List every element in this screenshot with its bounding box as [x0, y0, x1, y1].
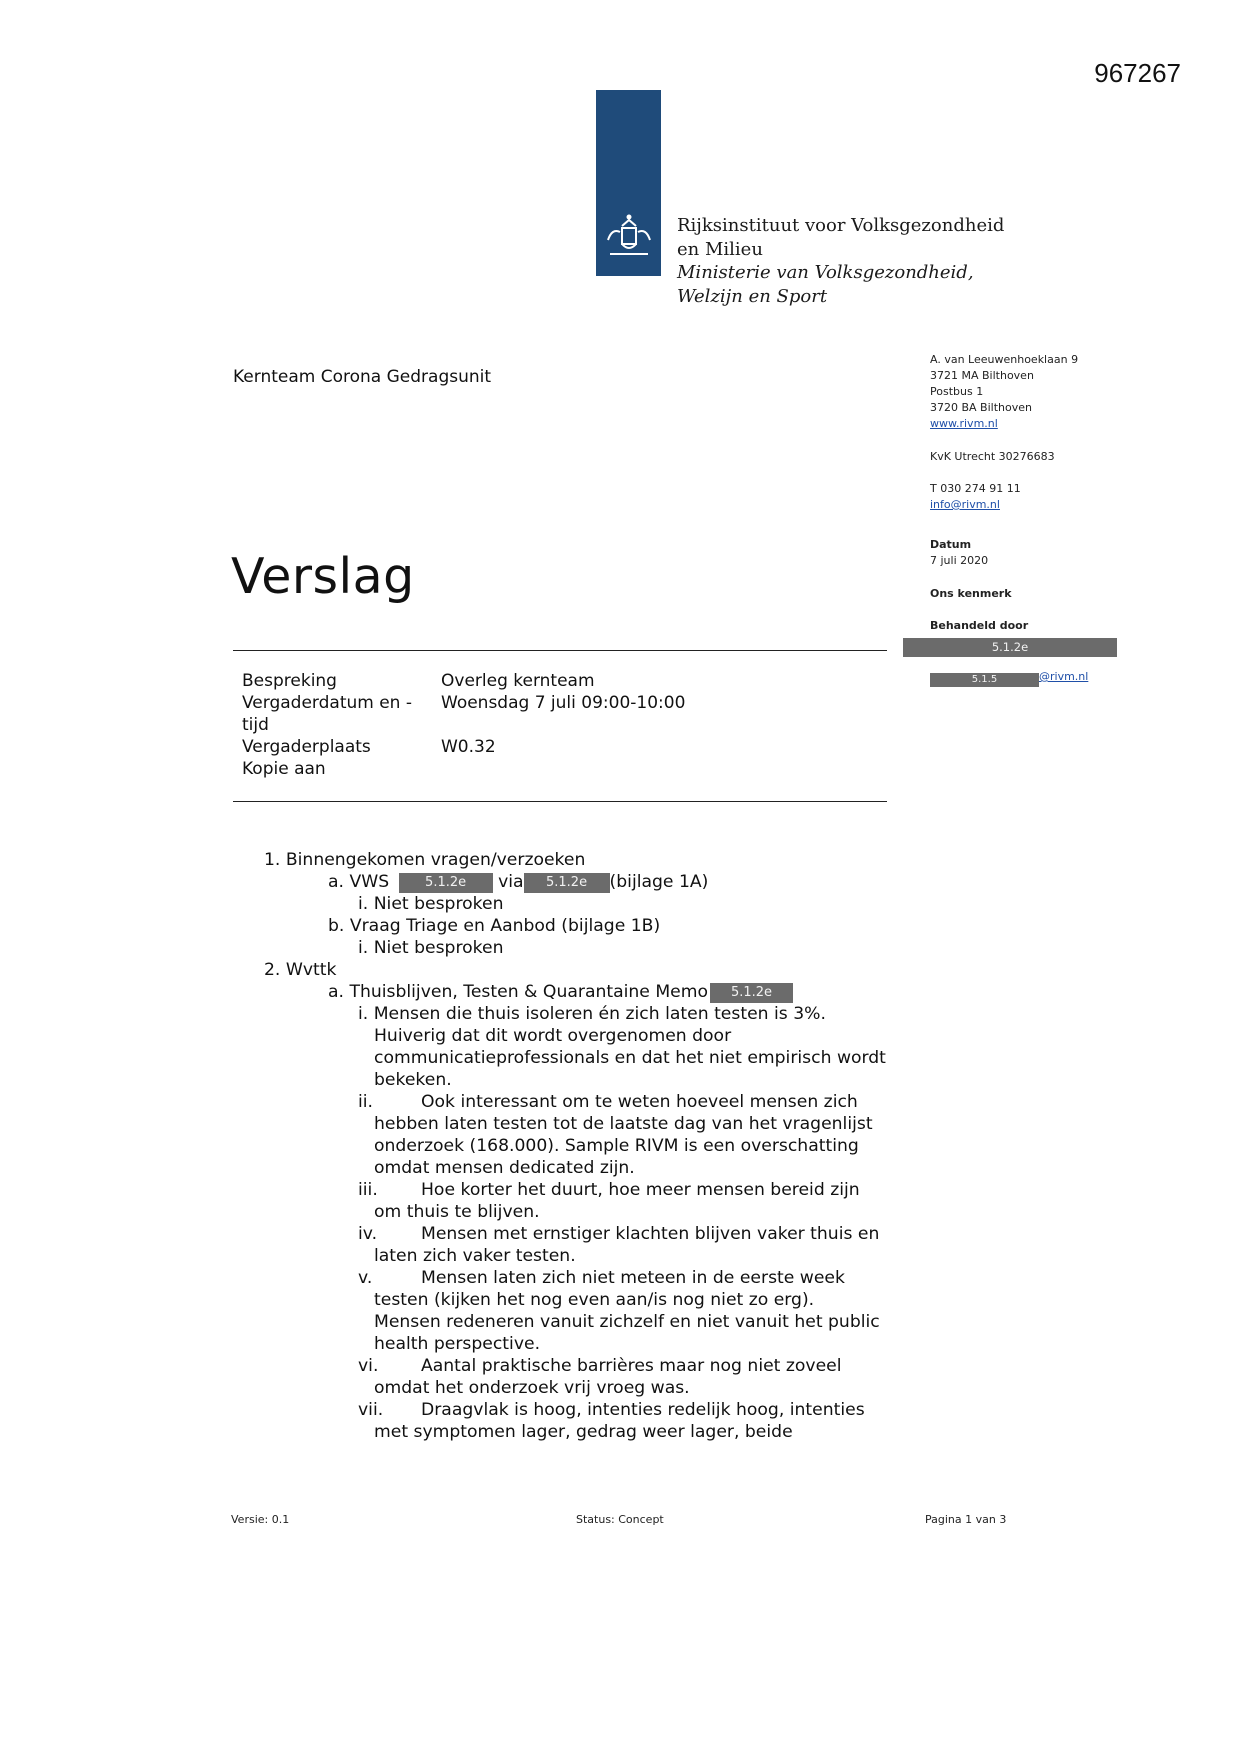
- memo-point-continuation: Huiverig dat dit wordt overgenomen door: [374, 1026, 732, 1046]
- top-divider: [233, 650, 887, 651]
- address-line-1: A. van Leeuwenhoeklaan 9: [930, 353, 1079, 366]
- memo-point-text: Hoe korter het duurt, hoe meer mensen bereid zijn: [421, 1180, 860, 1200]
- agenda-item-1a-i: i. Niet besproken: [358, 894, 504, 914]
- meeting-location-label: Vergaderplaats: [242, 737, 371, 757]
- meeting-date-value: Woensdag 7 juli 09:00-10:00: [441, 693, 686, 713]
- memo-point-continuation: bekeken.: [374, 1070, 452, 1090]
- footer-version: Versie: 0.1: [231, 1513, 290, 1526]
- memo-point-continuation: health perspective.: [374, 1334, 541, 1354]
- copy-to-label: Kopie aan: [242, 759, 326, 779]
- memo-point-text: Ook interessant om te weten hoeveel mensen zich: [421, 1092, 858, 1112]
- agenda-item-2: 2. Wvttk: [264, 960, 337, 980]
- crest-icon: [602, 210, 656, 260]
- email-domain[interactable]: @rivm.nl: [1039, 670, 1089, 683]
- meeting-date-label: Vergaderdatum en - tijd: [242, 693, 412, 735]
- page-title: Verslag: [231, 548, 415, 605]
- meeting-label: Bespreking: [242, 671, 337, 691]
- memo-point-number: ii.: [358, 1092, 374, 1112]
- handled-by-label: Behandeld door: [930, 619, 1029, 632]
- bottom-divider: [233, 801, 887, 802]
- memo-point-continuation: communicatieprofessionals en dat het niet empirisch wordt: [374, 1048, 886, 1068]
- memo-point: [264, 1355, 924, 1377]
- memo-point-continuation: hebben laten testen tot de laatste dag van het vragenlijst: [374, 1114, 873, 1134]
- meeting-value: Overleg kernteam: [441, 671, 595, 691]
- email-redaction: 5.1.5: [930, 673, 1039, 687]
- memo-point-continuation: met symptomen lager, gedrag weer lager, beide: [374, 1422, 793, 1442]
- agenda-item-1b-i: i. Niet besproken: [358, 938, 504, 958]
- redaction-2: 5.1.2e: [524, 873, 610, 893]
- memo-point-text: Mensen die thuis isoleren én zich laten testen is 3%.: [368, 1004, 826, 1024]
- date-value: 7 juli 2020: [930, 554, 989, 567]
- address-block: [930, 352, 1130, 432]
- redaction-3: 5.1.2e: [710, 983, 793, 1003]
- memo-point-number: vi.: [358, 1356, 379, 1376]
- org-line-1: Rijksinstituut voor Volksgezondheid: [677, 215, 1005, 236]
- address-line-3: Postbus 1: [930, 385, 984, 398]
- org-line-3: Ministerie van Volksgezondheid,: [677, 262, 974, 283]
- memo-point-number: iii.: [358, 1180, 378, 1200]
- handled-by-redaction: 5.1.2e: [903, 638, 1117, 657]
- memo-point: [264, 1267, 924, 1289]
- memo-point-continuation: om thuis te blijven.: [374, 1202, 540, 1222]
- memo-point-text: Mensen met ernstiger klachten blijven vaker thuis en: [421, 1224, 880, 1244]
- memo-point-number: vii.: [358, 1400, 384, 1420]
- kvk-number: KvK Utrecht 30276683: [930, 450, 1055, 463]
- memo-point: [264, 1179, 924, 1201]
- org-line-2: en Milieu: [677, 238, 763, 260]
- memo-point-continuation: onderzoek (168.000). Sample RIVM is een overschatting: [374, 1136, 859, 1156]
- footer-page: Pagina 1 van 3: [925, 1513, 1007, 1526]
- memo-points: [264, 1003, 924, 1443]
- memo-point: [264, 1223, 924, 1245]
- memo-point-continuation: omdat mensen dedicated zijn.: [374, 1158, 635, 1178]
- org-line-4: Welzijn en Sport: [677, 285, 828, 307]
- copy-to-value: [441, 758, 685, 780]
- date-label: Datum: [930, 538, 972, 551]
- agenda-item-1b: b. Vraag Triage en Aanbod (bijlage 1B): [328, 916, 661, 936]
- memo-point-continuation: testen (kijken het nog even aan/is nog niet zo erg).: [374, 1290, 815, 1310]
- memo-point: [264, 1091, 924, 1113]
- handler-email: [930, 669, 1130, 687]
- reference-label: Ons kenmerk: [930, 587, 1012, 600]
- contact-block: [930, 481, 1130, 513]
- footer-status: Status: Concept: [576, 1513, 664, 1526]
- website-link[interactable]: www.rivm.nl: [930, 417, 998, 430]
- email-link[interactable]: info@rivm.nl: [930, 498, 1000, 511]
- memo-point-text: Mensen laten zich niet meteen in de eerste week: [421, 1268, 845, 1288]
- memo-point-continuation: laten zich vaker testen.: [374, 1246, 576, 1266]
- date-block: [930, 537, 1130, 569]
- memo-point: [264, 1003, 924, 1025]
- agenda-item-2a: a. Thuisblijven, Testen & Quarantaine Memo 5.1.2e: [264, 981, 924, 1003]
- memo-point-number: i.: [358, 1004, 369, 1024]
- agenda-item-1: 1. Binnengekomen vragen/verzoeken: [264, 850, 586, 870]
- memo-point-continuation: omdat het onderzoek vrij vroeg was.: [374, 1378, 690, 1398]
- address-line-2: 3721 MA Bilthoven: [930, 369, 1034, 382]
- phone-number: T 030 274 91 11: [930, 482, 1021, 495]
- department-name: Kernteam Corona Gedragsunit: [233, 367, 492, 387]
- memo-point-number: iv.: [358, 1224, 378, 1244]
- agenda-list: [264, 849, 924, 1443]
- meeting-details: [242, 670, 685, 780]
- memo-point-text: Aantal praktische barrières maar nog niet zoveel: [421, 1356, 842, 1376]
- meeting-location-value: W0.32: [441, 737, 496, 757]
- organisation-name: [677, 214, 1004, 308]
- document-number: 967267: [1094, 58, 1181, 88]
- memo-point: [264, 1399, 924, 1421]
- memo-point-continuation: Mensen redeneren vanuit zichzelf en niet vanuit het public: [374, 1312, 880, 1332]
- agenda-item-1a: a. VWS 5.1.2e via 5.1.2e (bijlage 1A): [328, 872, 709, 892]
- address-line-4: 3720 BA Bilthoven: [930, 401, 1032, 414]
- memo-point-number: v.: [358, 1268, 373, 1288]
- memo-point-text: Draagvlak is hoog, intenties redelijk hoog, intenties: [421, 1400, 865, 1420]
- redaction-1: 5.1.2e: [399, 873, 493, 893]
